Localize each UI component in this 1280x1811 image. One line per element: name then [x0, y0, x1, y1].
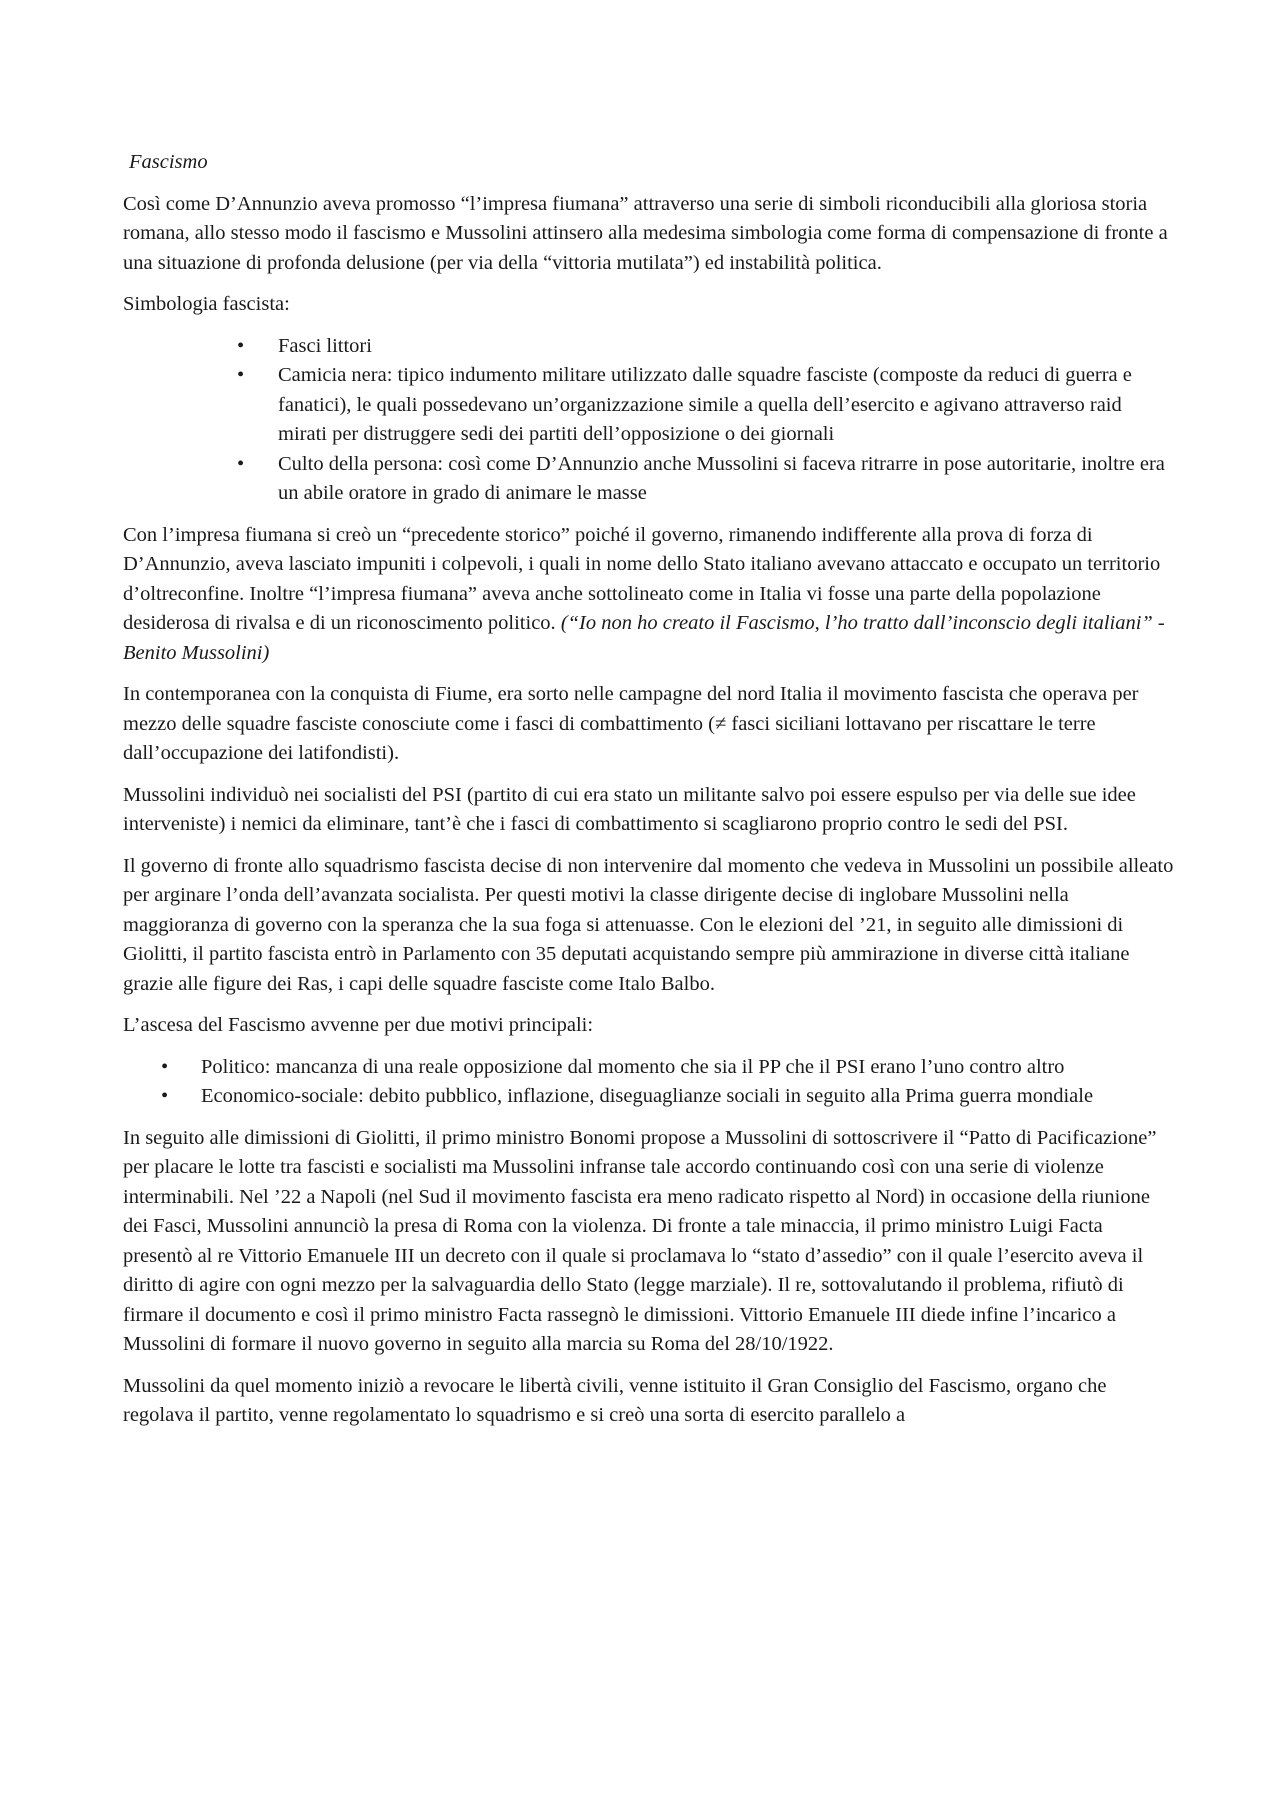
mussolini-quote: (“Io non ho creato il Fascismo, l’ho tratto dall’inconscio degli italiani” - Benito Mussolini): [123, 612, 1165, 664]
paragraph-government: Il governo di fronte allo squadrismo fascista decise di non intervenire dal momento che vedeva in Mussolini un possibile alleato per arginare l’onda dell’avanzata socialista. Per questi motivi la classe dirigente decise di inglobare Mussolini nella maggioranza di governo con la speranza che la sua foga si attenuasse. Con le elezioni del ’21, in seguito alle dimissioni di Giolitti, il partito fascista entrò in Parlamento con 35 deputati acquistando sempre più ammirazione in diverse città italiane grazie alle figure dei Ras, i capi delle squadre fasciste come Italo Balbo.: [123, 854, 1174, 995]
paragraph-intro: Così come D’Annunzio aveva promosso “l’impresa fiumana” attraverso una serie di simboli riconducibili alla gloriosa storia romana, allo stesso modo il fascismo e Mussolini attinsero alla medesima simbologia come forma di compensazione di fronte a una situazione di profonda delusione (per via della “vittoria mutilata”) ed instabilità politica.: [123, 192, 1168, 274]
list-item: • Economico-sociale: debito pubblico, inflazione, diseguaglianze sociali in seguito alla Prima guerra mondiale: [123, 1082, 1175, 1112]
paragraph-fascist-movement: In contemporanea con la conquista di Fiume, era sorto nelle campagne del nord Italia il movimento fascista che operava per mezzo delle squadre fasciste conosciute come i fasci di combattimento (≠ fasci siciliani lottavano per riscattare le terre dall’occupazione dei latifondisti).: [123, 683, 1139, 764]
list-item: • Culto della persona: così come D’Annunzio anche Mussolini si faceva ritrarre in pose autoritarie, inoltre era un abile oratore in grado di animare le masse: [123, 450, 1175, 509]
paragraph-civil-liberties: Mussolini da quel momento iniziò a revocare le libertà civili, venne istituito il Gran Consiglio del Fascismo, organo che regolava il partito, venne regolamentato lo squadrismo e si creò una sorta di esercito parallelo a: [123, 1374, 1107, 1426]
list-item: • Politico: mancanza di una reale opposizione dal momento che sia il PP che il PSI erano l’uno contro altro: [123, 1053, 1175, 1083]
document-page: [123, 148, 1175, 1443]
paragraph-symbology-heading: Simbologia fascista:: [123, 293, 290, 315]
paragraph-fiume-precedent: [123, 521, 1175, 669]
paragraph-text: Con l’impresa fiumana si creò un “precedente storico” poiché il governo, rimanendo indifferente alla prova di forza di D’Annunzio, aveva lasciato impuniti i colpevoli, i quali in nome dello Stato italiano avevano attaccato e occupato un territorio d’oltreconfine. Inoltre “l’impresa fiumana” aveva anche sottolineato come in Italia vi fosse una parte della popolazione desiderosa di rivalsa e di un riconoscimento politico.: [123, 523, 1161, 634]
paragraph-march-on-rome: In seguito alle dimissioni di Giolitti, il primo ministro Bonomi propose a Mussolini di sottoscrivere il “Patto di Pacificazione” per placare le lotte tra fascisti e socialisti ma Mussolini infranse tale accordo continuando così con una serie di violenze interminabili. Nel ’22 a Napoli (nel Sud il movimento fascista era meno radicato rispetto al Nord) in occasione della riunione dei Fasci, Mussolini annunciò la presa di Roma con la violenza. Di fronte a tale minaccia, il primo ministro Luigi Facta presentò al re Vittorio Emanuele III un decreto con il quale si proclamava lo “stato d’assedio” con il quale l’esercito aveva il diritto di agire con ogni mezzo per la salvaguardia dello Stato (legge marziale). Il re, sottovalutando il problema, rifiutò di firmare il documento e così il primo ministro Facta rassegnò le dimissioni. Vittorio Emanuele III diede infine l’incarico a Mussolini di formare il nuovo governo in seguito alla marcia su Roma del 28/10/1922.: [123, 1126, 1157, 1355]
reasons-list: [123, 1053, 1175, 1112]
paragraph-rise-heading: L’ascesa del Fascismo avvenne per due motivi principali:: [123, 1014, 594, 1036]
paragraph-psi: Mussolini individuò nei socialisti del PSI (partito di cui era stato un militante salvo poi essere espulso per via delle sue idee interveniste) i nemici da eliminare, tant’è che i fasci di combattimento si scagliarono proprio contro le sedi del PSI.: [123, 783, 1136, 835]
symbology-list: [123, 332, 1175, 509]
list-item: • Fasci littori: [123, 332, 1175, 362]
document-title: Fascismo: [129, 151, 208, 173]
list-item: • Camicia nera: tipico indumento militare utilizzato dalle squadre fasciste (composte da reduci di guerra e fanatici), le quali possedevano un’organizzazione simile a quella dell’esercito e agivano attraverso raid mirati per distruggere sedi dei partiti dell’opposizione o dei giornali: [123, 361, 1175, 450]
